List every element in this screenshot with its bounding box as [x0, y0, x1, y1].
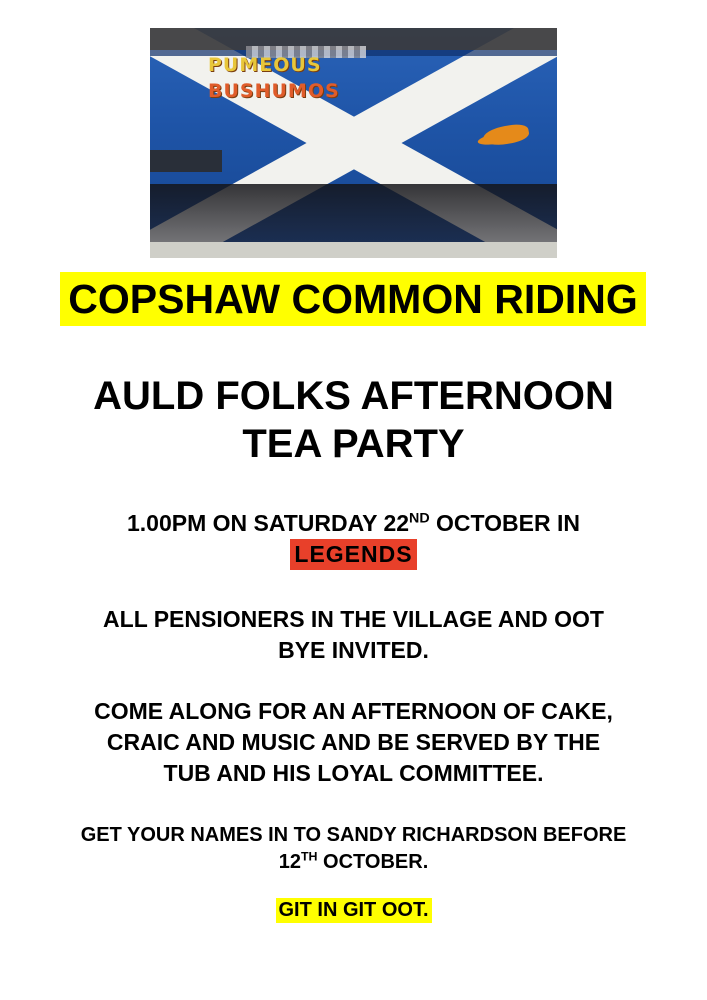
rsvp-paragraph [40, 822, 667, 876]
rsvp-date-number: 12 [278, 851, 301, 873]
footer-slogan [40, 898, 667, 923]
invitation-line-2: BYE INVITED. [278, 637, 429, 663]
invitation-line-1: ALL PENSIONERS IN THE VILLAGE AND OOT [103, 606, 604, 632]
event-datetime [40, 508, 667, 570]
photo-bottom-strip [150, 242, 557, 258]
photo-left-dark-bar [150, 150, 222, 172]
event-datetime-line [40, 508, 667, 539]
event-date-tail: OCTOBER IN [429, 510, 581, 536]
body-line-1: COME ALONG FOR AN AFTERNOON OF CAKE, [94, 698, 613, 724]
banner-lettering [208, 52, 398, 106]
event-venue-row [40, 539, 667, 570]
flag-photo [150, 28, 557, 258]
date-ordinal-suffix: ND [409, 510, 430, 527]
body-line-2: CRAIC AND MUSIC AND BE SERVED BY THE [106, 729, 601, 755]
photo-bottom-shadow [150, 184, 557, 242]
venue-highlight: LEGENDS [290, 539, 416, 570]
body-paragraph [40, 696, 667, 789]
event-heading-line-2: TEA PARTY [242, 422, 465, 466]
event-time-date: 1.00PM ON SATURDAY 22 [126, 510, 410, 536]
footer-highlight: GIT IN GIT OOT. [276, 898, 432, 923]
event-heading [40, 372, 667, 468]
rsvp-line-2 [40, 849, 667, 876]
event-heading-line-1: AULD FOLKS AFTERNOON [93, 374, 614, 418]
title-highlight: COPSHAW COMMON RIDING [60, 272, 645, 326]
rsvp-line-1: GET YOUR NAMES IN TO SANDY RICHARDSON BEFORE [80, 824, 627, 846]
rsvp-date-ordinal: TH [300, 849, 318, 864]
invitation-paragraph [40, 604, 667, 666]
banner-word-two: BUSHUMOS [208, 80, 340, 102]
body-line-3: TUB AND HIS LOYAL COMMITTEE. [163, 760, 544, 786]
rsvp-date-month: OCTOBER. [317, 851, 429, 873]
banner-word-one: PUMEOUS [208, 54, 322, 76]
saltire-flag-image [150, 28, 557, 258]
page-title [45, 272, 661, 326]
